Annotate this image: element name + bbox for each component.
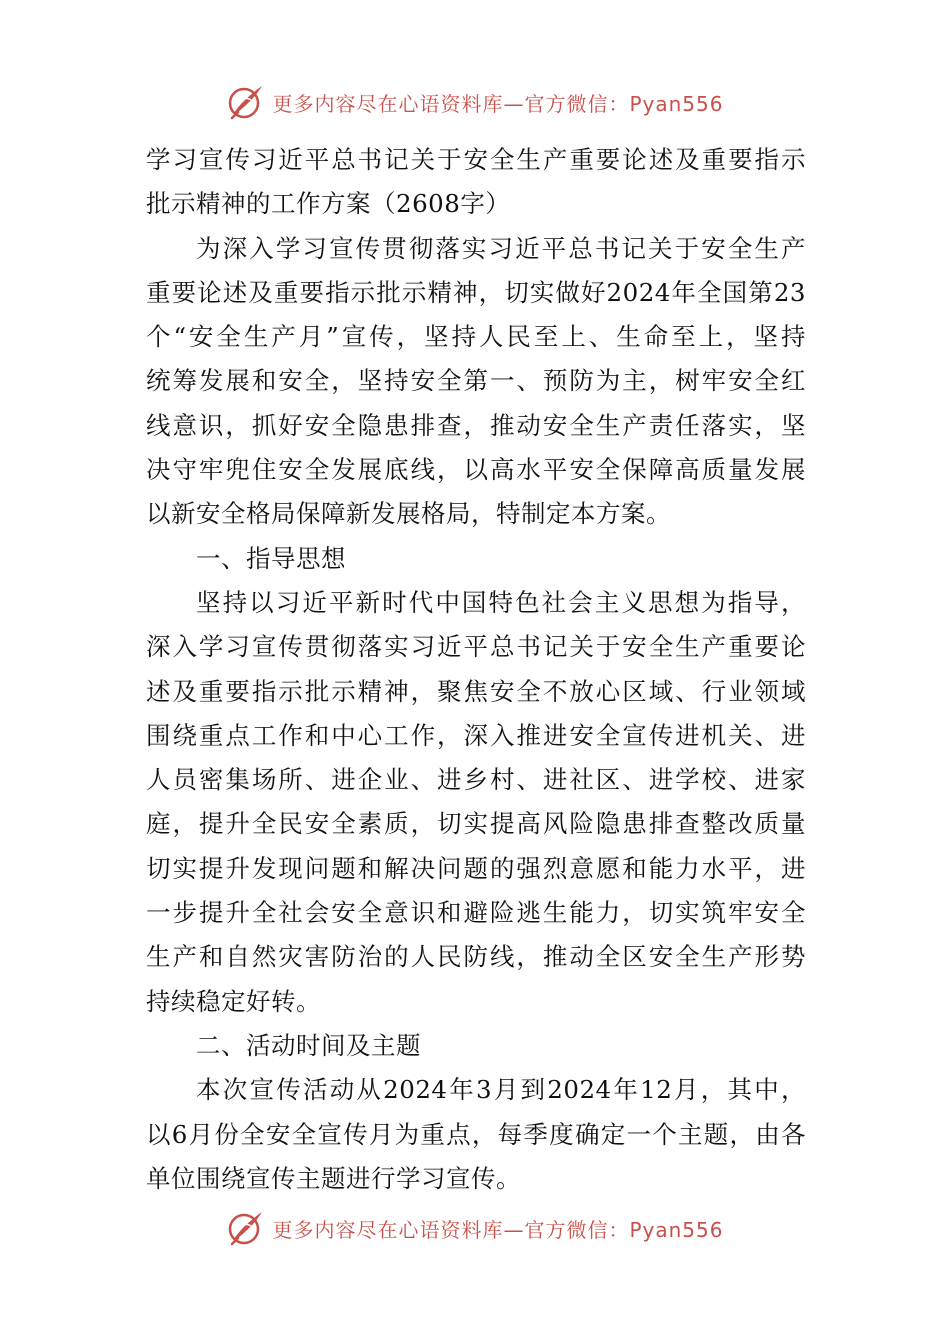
text-line: 庭，提升全民安全素质，切实提高风险隐患排查整改质量 [146, 809, 806, 839]
text-line: 持续稳定好转。 [146, 986, 321, 1016]
text-line: 以新安全格局保障新发展格局，特制定本方案。 [146, 499, 671, 529]
text-line: 二、活动时间及主题 [196, 1030, 421, 1060]
text-line: 为深入学习宣传贯彻落实习近平总书记关于安全生产 [196, 233, 806, 263]
text-line: 坚持以习近平新时代中国特色社会主义思想为指导， [196, 587, 806, 617]
quill-logo-icon [226, 1208, 266, 1248]
document-body [146, 138, 806, 1201]
text-line: 个“安全生产月”宣传，坚持人民至上、生命至上，坚持 [146, 322, 806, 352]
text-line: 一步提升全社会安全意识和避险逃生能力，切实筑牢安全 [146, 898, 806, 928]
text-line: 批示精神的工作方案（2608字） [146, 189, 511, 219]
text-line: 一、指导思想 [196, 543, 346, 573]
text-line: 述及重要指示批示精神，聚焦安全不放心区域、行业领域 [146, 676, 806, 706]
text-line: 切实提升发现问题和解决问题的强烈意愿和能力水平，进 [146, 853, 806, 883]
text-line: 以6月份全安全宣传月为重点，每季度确定一个主题，由各 [146, 1119, 806, 1149]
text-line: 本次宣传活动从2024年3月到2024年12月，其中， [196, 1075, 806, 1105]
watermark-footer [0, 1208, 950, 1248]
text-line: 学习宣传习近平总书记关于安全生产重要论述及重要指示 [146, 145, 806, 174]
text-line: 单位围绕宣传主题进行学习宣传。 [146, 1163, 521, 1193]
watermark-header [0, 82, 950, 122]
text-line: 人员密集场所、进企业、进乡村、进社区、进学校、进家 [146, 765, 806, 795]
text-line: 决守牢兜住安全发展底线，以高水平安全保障高质量发展 [146, 455, 806, 485]
text-line: 围绕重点工作和中心工作，深入推进安全宣传进机关、进 [146, 720, 806, 750]
text-line: 线意识，抓好安全隐患排查，推动安全生产责任落实，坚 [146, 410, 806, 440]
watermark-text: 更多内容尽在心语资料库—官方微信：Pyan556 [272, 1217, 724, 1242]
text-line: 统筹发展和安全，坚持安全第一、预防为主，树牢安全红 [146, 366, 806, 396]
text-line: 深入学习宣传贯彻落实习近平总书记关于安全生产重要论 [146, 632, 806, 662]
text-line: 重要论述及重要指示批示精神，切实做好2024年全国第23 [146, 277, 806, 307]
quill-logo-icon [226, 82, 266, 122]
text-line: 生产和自然灾害防治的人民防线，推动全区安全生产形势 [146, 942, 806, 972]
watermark-text: 更多内容尽在心语资料库—官方微信：Pyan556 [272, 91, 724, 116]
